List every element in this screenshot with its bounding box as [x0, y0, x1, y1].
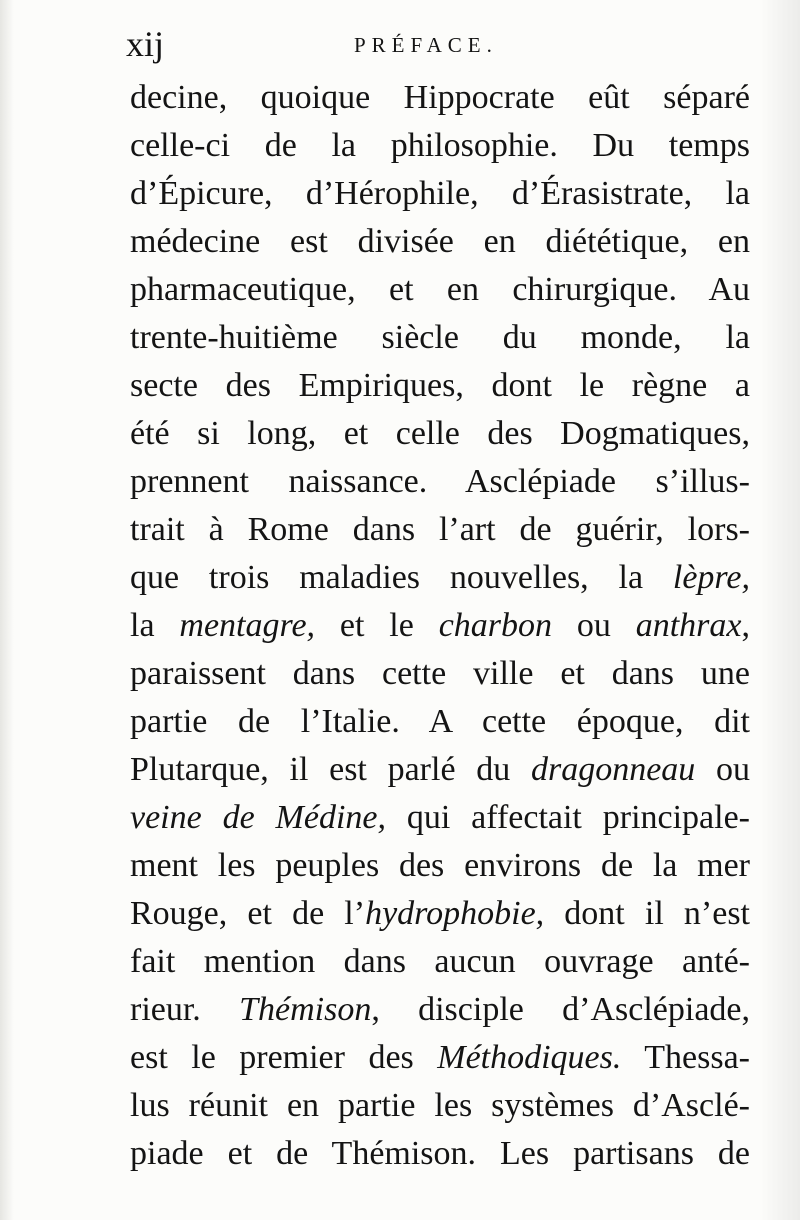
text-line [130, 746, 750, 794]
text-segment: trente-huitième siècle du monde, la [130, 319, 750, 356]
text-line [130, 554, 750, 602]
text-segment: piade et de Thémison. Les partisans de [130, 1135, 750, 1172]
italic-text: charbon [438, 607, 553, 644]
italic-text: hydrophobie, [365, 895, 545, 932]
text-line [130, 1034, 750, 1082]
text-segment: celle-ci de la philosophie. Du temps [130, 127, 750, 164]
text-line [130, 266, 750, 314]
text-segment: et le [315, 607, 439, 644]
text-line [130, 458, 750, 506]
text-segment: Rouge, et de l’ [130, 895, 366, 932]
text-line [130, 170, 750, 218]
text-line [130, 890, 750, 938]
italic-text: Méthodiques. [437, 1039, 622, 1076]
text-segment: Thessa- [621, 1039, 750, 1076]
text-segment: trait à Rome dans l’art de guérir, lors- [130, 511, 750, 548]
page-edge-left [0, 0, 14, 1220]
text-segment: dont il n’est [544, 895, 750, 932]
text-segment: , [741, 607, 750, 644]
text-line [130, 602, 750, 650]
text-segment: lus réunit en partie les systèmes d’Asclé- [130, 1087, 750, 1124]
text-segment: decine, quoique Hippocrate eût séparé [130, 79, 750, 116]
text-segment: été si long, et celle des Dogmatiques, [130, 415, 750, 452]
running-title: PRÉFACE. [354, 33, 498, 57]
italic-text: veine de Médine, [130, 799, 386, 836]
text-segment: fait mention dans aucun ouvrage anté- [130, 943, 750, 980]
text-line [130, 218, 750, 266]
text-segment: que trois maladies nouvelles, la [130, 559, 673, 596]
text-segment: , disciple d’Asclépiade, [371, 991, 750, 1028]
text-segment: partie de l’Italie. A cette époque, dit [130, 703, 750, 740]
text-line [130, 74, 750, 122]
text-segment: est le premier des [130, 1039, 438, 1076]
text-segment: ou [552, 607, 636, 644]
page-edge-right [760, 0, 800, 1220]
text-line [130, 794, 750, 842]
text-segment: qui affectait principale- [385, 799, 750, 836]
text-segment: médecine est divisée en diététique, en [130, 223, 750, 260]
text-segment: Plutarque, il est parlé du [130, 751, 531, 788]
text-line [130, 506, 750, 554]
text-segment: secte des Empiriques, dont le règne a [130, 367, 750, 404]
text-line [130, 650, 750, 698]
text-line [130, 122, 750, 170]
text-line [130, 410, 750, 458]
text-line [130, 1082, 750, 1130]
italic-text: mentagre, [179, 607, 316, 644]
text-segment: prennent naissance. Asclépiade s’illus- [130, 463, 750, 500]
body-text [130, 74, 750, 1178]
text-line [130, 698, 750, 746]
text-segment: ment les peuples des environs de la mer [130, 847, 750, 884]
text-line [130, 1130, 750, 1178]
italic-text: dragonneau [530, 751, 696, 788]
text-line [130, 842, 750, 890]
text-line [130, 938, 750, 986]
italic-text: Thémison [239, 991, 372, 1028]
italic-text: anthrax [635, 607, 742, 644]
text-segment: paraissent dans cette ville et dans une [130, 655, 750, 692]
text-line [130, 362, 750, 410]
text-segment: rieur. [130, 991, 240, 1028]
page-number: xij [126, 24, 165, 64]
text-segment: d’Épicure, d’Hérophile, d’Érasistrate, la [130, 175, 750, 212]
text-segment: ou [695, 751, 751, 788]
running-head [126, 22, 746, 66]
text-line [130, 314, 750, 362]
italic-text: lèpre, [672, 559, 750, 596]
text-segment: pharmaceutique, et en chirurgique. Au [130, 271, 750, 308]
text-line [130, 986, 750, 1034]
text-segment: la [130, 607, 180, 644]
